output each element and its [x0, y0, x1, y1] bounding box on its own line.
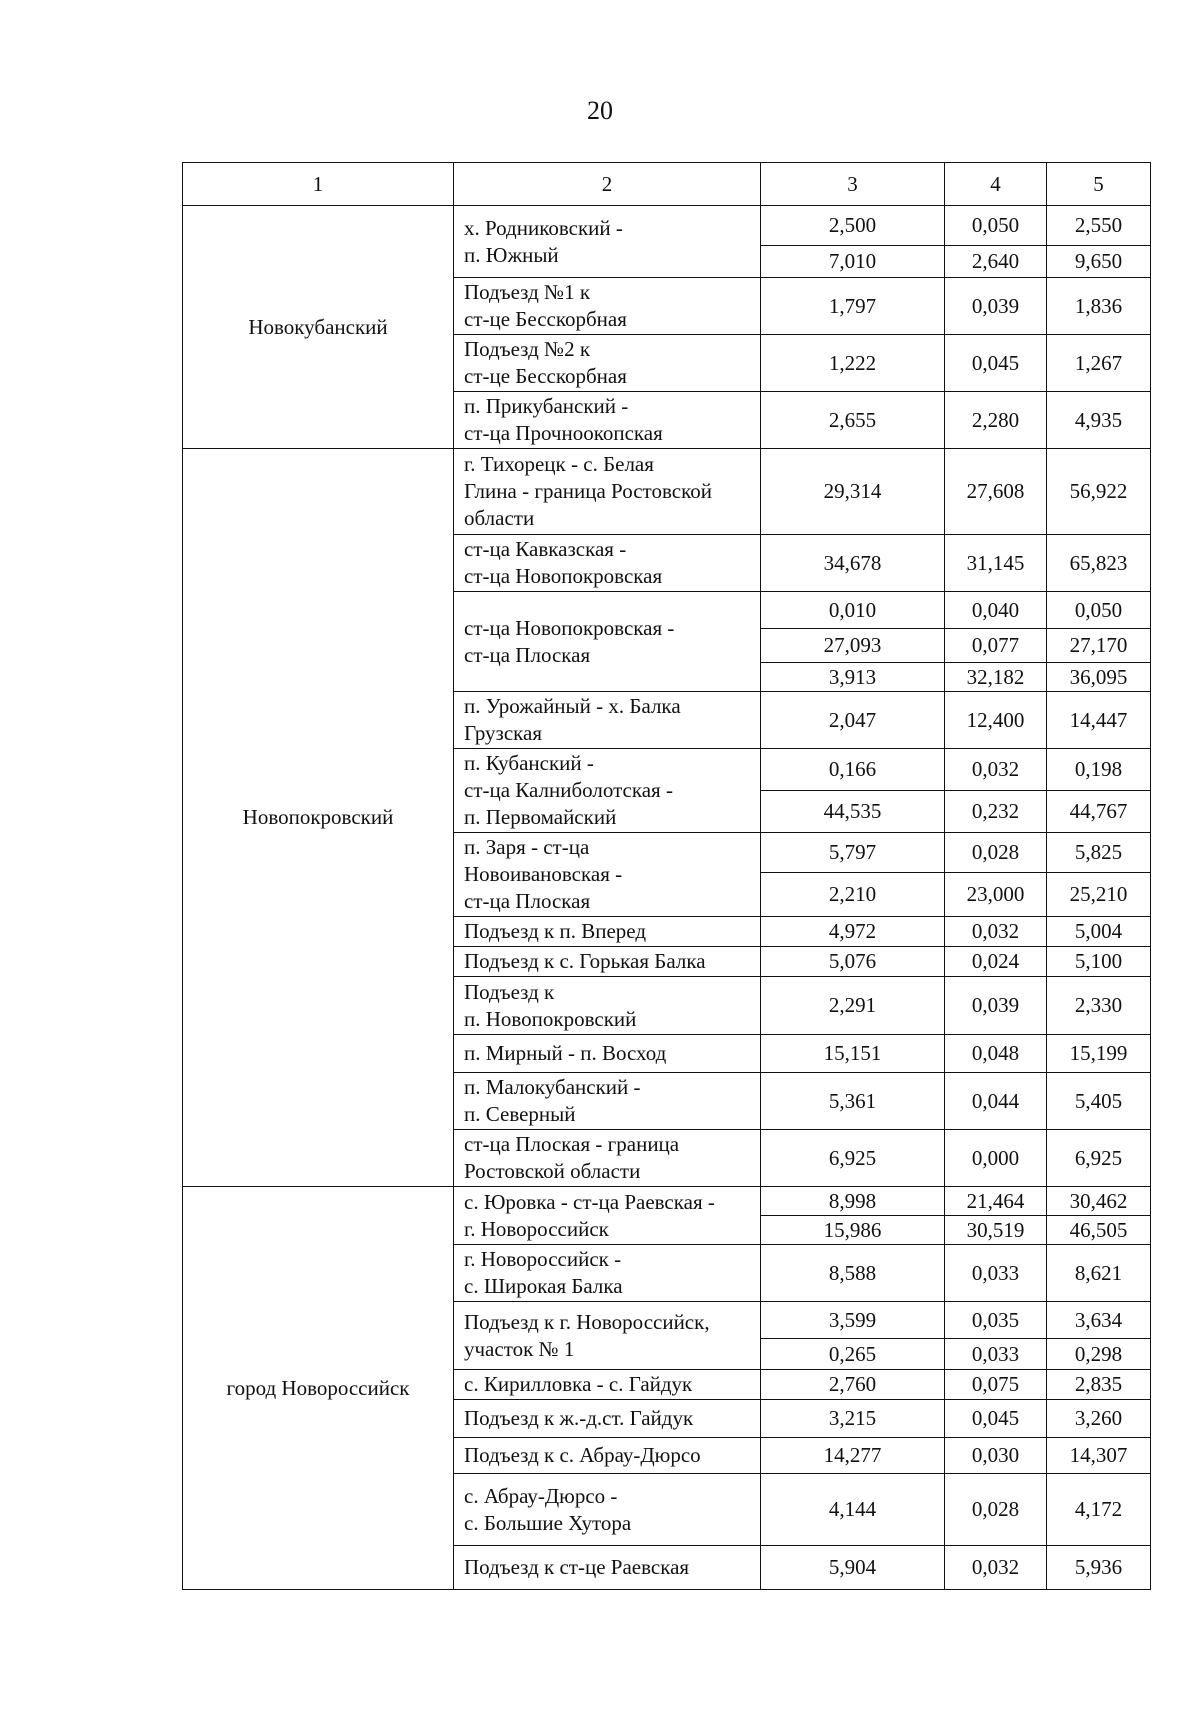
value-cell-col4: 0,030 [945, 1438, 1047, 1474]
road-name-cell: Подъезд №1 к ст-це Бесскорбная [454, 278, 761, 335]
value-cell-col4: 2,640 [945, 246, 1047, 278]
value-cell-col5: 3,260 [1047, 1400, 1151, 1438]
value-cell-col5: 1,836 [1047, 278, 1151, 335]
value-cell-col3: 3,913 [761, 663, 945, 692]
value-cell-col3: 5,076 [761, 947, 945, 977]
road-name-cell: ст-ца Новопокровская - ст-ца Плоская [454, 592, 761, 692]
table-row [183, 449, 1151, 535]
value-cell-col3: 3,599 [761, 1302, 945, 1339]
value-cell-col4: 2,280 [945, 392, 1047, 449]
road-name-cell: ст-ца Кавказская - ст-ца Новопокровская [454, 535, 761, 592]
road-name-cell: Подъезд к с. Горькая Балка [454, 947, 761, 977]
value-cell-col5: 56,922 [1047, 449, 1151, 535]
value-cell-col3: 2,760 [761, 1370, 945, 1400]
value-cell-col4: 0,040 [945, 592, 1047, 629]
value-cell-col5: 1,267 [1047, 335, 1151, 392]
value-cell-col5: 5,004 [1047, 917, 1151, 947]
value-cell-col5: 0,198 [1047, 749, 1151, 791]
value-cell-col4: 0,028 [945, 833, 1047, 873]
value-cell-col4: 0,039 [945, 278, 1047, 335]
value-cell-col4: 30,519 [945, 1216, 1047, 1245]
road-name-cell: ст-ца Плоская - граница Ростовской области [454, 1130, 761, 1187]
value-cell-col4: 0,045 [945, 335, 1047, 392]
road-name-cell: х. Родниковский - п. Южный [454, 206, 761, 278]
value-cell-col4: 0,032 [945, 749, 1047, 791]
value-cell-col4: 0,032 [945, 917, 1047, 947]
page-number: 20 [587, 96, 613, 125]
value-cell-col4: 0,032 [945, 1546, 1047, 1590]
value-cell-col5: 2,550 [1047, 206, 1151, 246]
road-name-cell: Подъезд к п. Новопокровский [454, 977, 761, 1035]
value-cell-col5: 5,405 [1047, 1073, 1151, 1130]
value-cell-col4: 0,024 [945, 947, 1047, 977]
value-cell-col5: 6,925 [1047, 1130, 1151, 1187]
header-cell: 3 [761, 163, 945, 206]
value-cell-col3: 2,655 [761, 392, 945, 449]
value-cell-col4: 0,077 [945, 629, 1047, 663]
value-cell-col3: 0,166 [761, 749, 945, 791]
value-cell-col4: 0,048 [945, 1035, 1047, 1073]
value-cell-col5: 36,095 [1047, 663, 1151, 692]
value-cell-col4: 0,232 [945, 791, 1047, 833]
value-cell-col4: 23,000 [945, 873, 1047, 917]
value-cell-col3: 0,265 [761, 1339, 945, 1370]
value-cell-col4: 31,145 [945, 535, 1047, 592]
header-cell: 1 [183, 163, 454, 206]
road-name-cell: с. Абрау-Дюрсо - с. Большие Хутора [454, 1474, 761, 1546]
value-cell-col5: 0,050 [1047, 592, 1151, 629]
value-cell-col3: 34,678 [761, 535, 945, 592]
value-cell-col5: 27,170 [1047, 629, 1151, 663]
value-cell-col4: 12,400 [945, 692, 1047, 749]
value-cell-col3: 14,277 [761, 1438, 945, 1474]
value-cell-col3: 5,904 [761, 1546, 945, 1590]
table-row [183, 206, 1151, 246]
value-cell-col4: 0,050 [945, 206, 1047, 246]
road-name-cell: Подъезд к п. Вперед [454, 917, 761, 947]
value-cell-col5: 5,936 [1047, 1546, 1151, 1590]
value-cell-col4: 32,182 [945, 663, 1047, 692]
road-name-cell: Подъезд к с. Абрау-Дюрсо [454, 1438, 761, 1474]
value-cell-col3: 0,010 [761, 592, 945, 629]
value-cell-col5: 4,935 [1047, 392, 1151, 449]
value-cell-col3: 2,500 [761, 206, 945, 246]
value-cell-col3: 29,314 [761, 449, 945, 535]
road-name-cell: п. Урожайный - х. Балка Грузская [454, 692, 761, 749]
value-cell-col3: 4,972 [761, 917, 945, 947]
value-cell-col5: 8,621 [1047, 1245, 1151, 1302]
roads-table-container [182, 162, 1150, 1590]
value-cell-col4: 0,028 [945, 1474, 1047, 1546]
value-cell-col4: 21,464 [945, 1187, 1047, 1216]
value-cell-col4: 0,039 [945, 977, 1047, 1035]
value-cell-col5: 3,634 [1047, 1302, 1151, 1339]
district-cell: город Новороссийск [183, 1187, 454, 1590]
header-cell: 5 [1047, 163, 1151, 206]
value-cell-col3: 5,797 [761, 833, 945, 873]
value-cell-col5: 2,330 [1047, 977, 1151, 1035]
value-cell-col5: 9,650 [1047, 246, 1151, 278]
value-cell-col5: 2,835 [1047, 1370, 1151, 1400]
value-cell-col3: 2,210 [761, 873, 945, 917]
road-name-cell: п. Малокубанский - п. Северный [454, 1073, 761, 1130]
district-cell: Новопокровский [183, 449, 454, 1187]
value-cell-col5: 30,462 [1047, 1187, 1151, 1216]
road-name-cell: Подъезд к ст-це Раевская [454, 1546, 761, 1590]
value-cell-col3: 6,925 [761, 1130, 945, 1187]
road-name-cell: Подъезд к ж.-д.ст. Гайдук [454, 1400, 761, 1438]
value-cell-col4: 0,045 [945, 1400, 1047, 1438]
value-cell-col3: 5,361 [761, 1073, 945, 1130]
value-cell-col4: 0,033 [945, 1245, 1047, 1302]
value-cell-col5: 14,307 [1047, 1438, 1151, 1474]
value-cell-col3: 2,047 [761, 692, 945, 749]
value-cell-col5: 14,447 [1047, 692, 1151, 749]
value-cell-col3: 1,222 [761, 335, 945, 392]
value-cell-col5: 65,823 [1047, 535, 1151, 592]
road-name-cell: Подъезд №2 к ст-це Бесскорбная [454, 335, 761, 392]
header-cell: 4 [945, 163, 1047, 206]
value-cell-col3: 8,588 [761, 1245, 945, 1302]
value-cell-col5: 15,199 [1047, 1035, 1151, 1073]
roads-table-body [183, 163, 1151, 1590]
value-cell-col5: 4,172 [1047, 1474, 1151, 1546]
value-cell-col3: 27,093 [761, 629, 945, 663]
value-cell-col3: 1,797 [761, 278, 945, 335]
value-cell-col5: 5,825 [1047, 833, 1151, 873]
value-cell-col3: 8,998 [761, 1187, 945, 1216]
district-cell: Новокубанский [183, 206, 454, 449]
value-cell-col3: 44,535 [761, 791, 945, 833]
value-cell-col4: 0,033 [945, 1339, 1047, 1370]
value-cell-col3: 3,215 [761, 1400, 945, 1438]
road-name-cell: с. Кирилловка - с. Гайдук [454, 1370, 761, 1400]
value-cell-col5: 25,210 [1047, 873, 1151, 917]
value-cell-col5: 46,505 [1047, 1216, 1151, 1245]
value-cell-col4: 27,608 [945, 449, 1047, 535]
road-name-cell: п. Прикубанский - ст-ца Прочноокопская [454, 392, 761, 449]
road-name-cell: п. Заря - ст-ца Новоивановская - ст-ца Плоская [454, 833, 761, 917]
value-cell-col4: 0,044 [945, 1073, 1047, 1130]
value-cell-col3: 15,986 [761, 1216, 945, 1245]
value-cell-col4: 0,035 [945, 1302, 1047, 1339]
road-name-cell: г. Новороссийск - с. Широкая Балка [454, 1245, 761, 1302]
road-name-cell: г. Тихорецк - с. Белая Глина - граница Ростовской области [454, 449, 761, 535]
road-name-cell: п. Мирный - п. Восход [454, 1035, 761, 1073]
value-cell-col3: 4,144 [761, 1474, 945, 1546]
header-cell: 2 [454, 163, 761, 206]
value-cell-col5: 0,298 [1047, 1339, 1151, 1370]
value-cell-col3: 15,151 [761, 1035, 945, 1073]
value-cell-col5: 44,767 [1047, 791, 1151, 833]
value-cell-col3: 2,291 [761, 977, 945, 1035]
value-cell-col4: 0,075 [945, 1370, 1047, 1400]
value-cell-col4: 0,000 [945, 1130, 1047, 1187]
value-cell-col5: 5,100 [1047, 947, 1151, 977]
value-cell-col3: 7,010 [761, 246, 945, 278]
road-name-cell: с. Юровка - ст-ца Раевская - г. Новороссийск [454, 1187, 761, 1245]
header-row [183, 163, 1151, 206]
road-name-cell: Подъезд к г. Новороссийск, участок № 1 [454, 1302, 761, 1370]
table-row [183, 1187, 1151, 1216]
road-name-cell: п. Кубанский - ст-ца Калниболотская - п. Первомайский [454, 749, 761, 833]
roads-table [182, 162, 1151, 1590]
